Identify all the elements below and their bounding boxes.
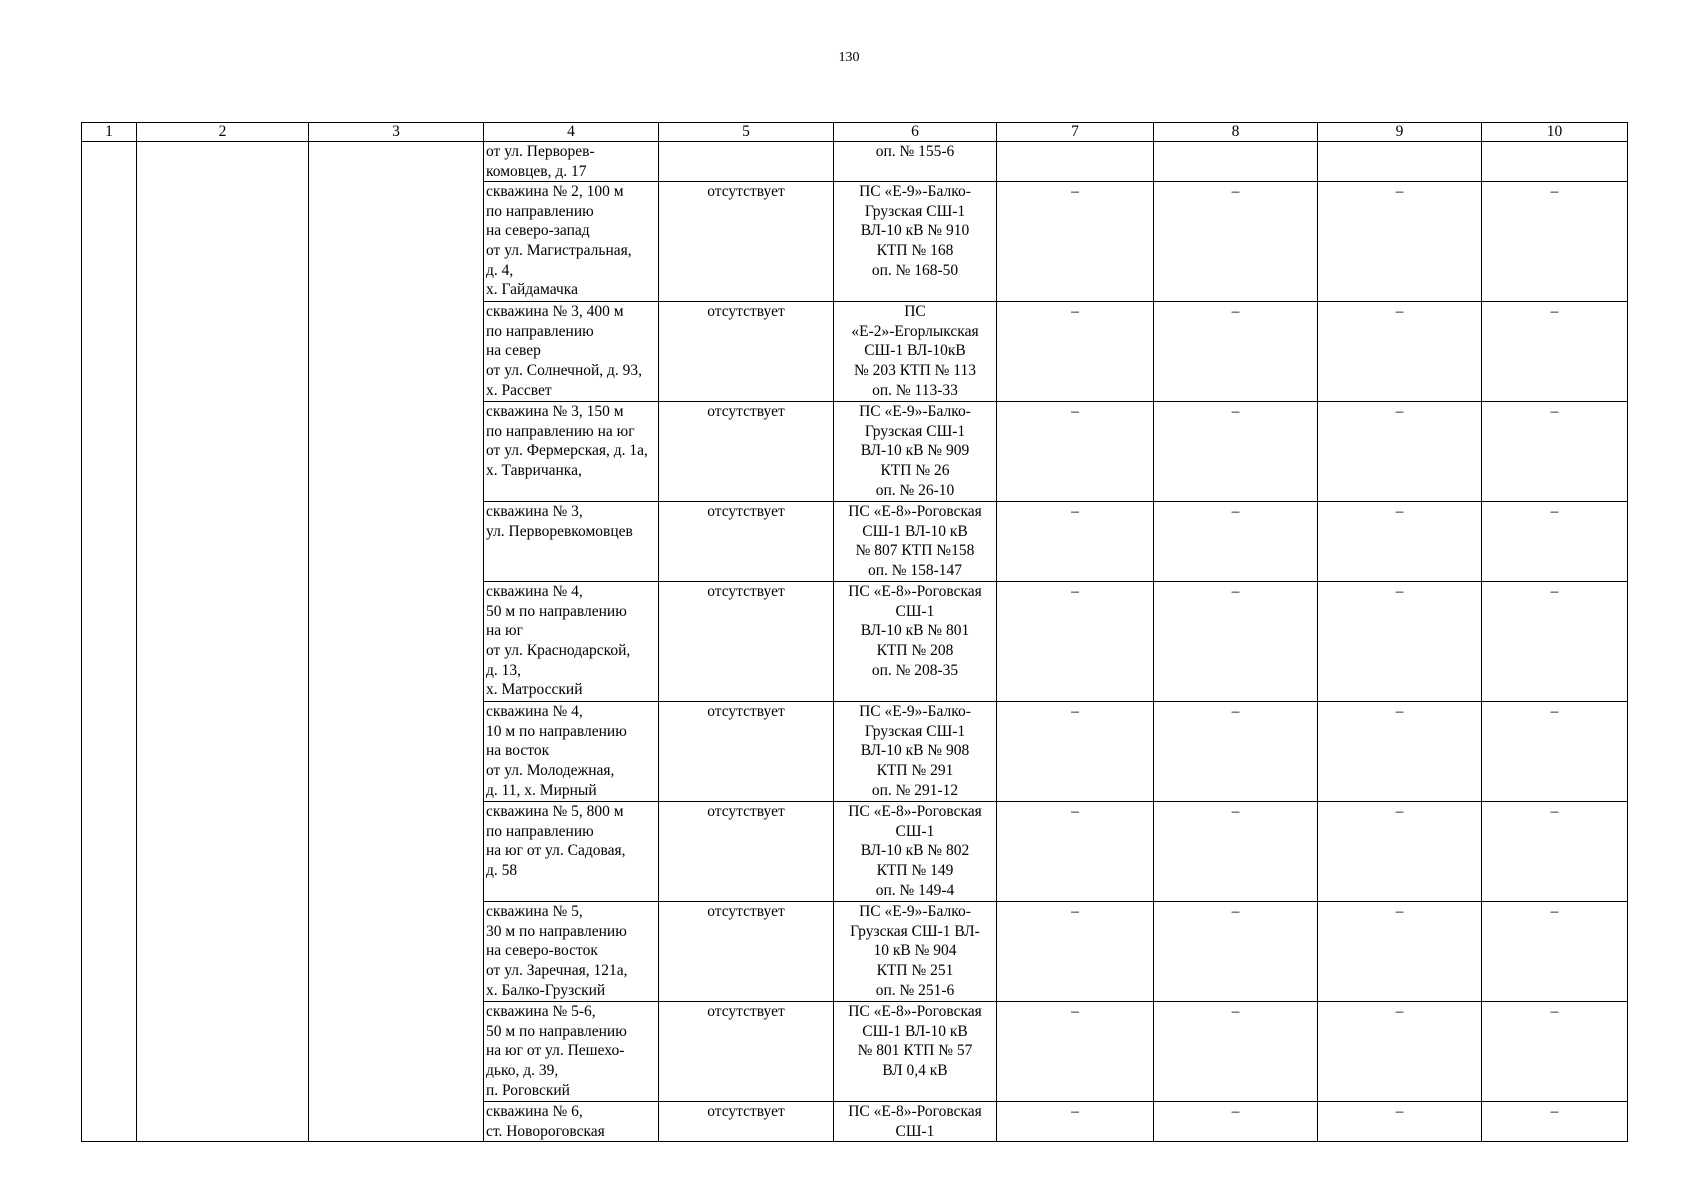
column-header: 4 <box>484 123 659 142</box>
column-7-value: – <box>997 702 1154 802</box>
column-header: 8 <box>1154 123 1318 142</box>
power-supply: ПС «Е-9»-Балко- Грузская СШ-1 ВЛ-10 кВ № 910 КТП № 168 оп. № 168-50 <box>834 182 997 302</box>
power-supply: ПС «Е-9»-Балко- Грузская СШ-1 ВЛ- 10 кВ № 904 КТП № 251 оп. № 251-6 <box>834 902 997 1002</box>
column-header: 10 <box>1482 123 1628 142</box>
column-7-value: – <box>997 1002 1154 1102</box>
column-9-value: – <box>1318 302 1482 402</box>
equipment-status <box>659 142 834 182</box>
column-8-value: – <box>1154 402 1318 502</box>
wells-table <box>81 122 1628 1142</box>
column-8-value: – <box>1154 902 1318 1002</box>
power-supply: ПС «Е-9»-Балко- Грузская СШ-1 ВЛ-10 кВ № 908 КТП № 291 оп. № 291-12 <box>834 702 997 802</box>
page-number: 130 <box>838 50 860 65</box>
power-supply: ПС «Е-2»-Егорлыкская СШ-1 ВЛ-10кВ № 203 КТП № 113 оп. № 113-33 <box>834 302 997 402</box>
column-9-value: – <box>1318 1102 1482 1142</box>
column-header: 7 <box>997 123 1154 142</box>
well-location: скважина № 4, 50 м по направлению на юг от ул. Краснодарской, д. 13, х. Матросский <box>484 582 659 702</box>
power-supply: ПС «Е-8»-Роговская СШ-1 <box>834 1102 997 1142</box>
column-7-value: – <box>997 1102 1154 1142</box>
well-location: скважина № 3, 400 м по направлению на север от ул. Солнечной, д. 93, х. Рассвет <box>484 302 659 402</box>
column-9-value: – <box>1318 1002 1482 1102</box>
column-8-value: – <box>1154 702 1318 802</box>
equipment-status: отсутствует <box>659 182 834 302</box>
column-9-value: – <box>1318 802 1482 902</box>
column-10-value: – <box>1482 902 1628 1002</box>
column-header: 6 <box>834 123 997 142</box>
equipment-status: отсутствует <box>659 302 834 402</box>
equipment-status: отсутствует <box>659 902 834 1002</box>
column-header: 3 <box>309 123 484 142</box>
column-7-value: – <box>997 802 1154 902</box>
column-10-value: – <box>1482 1102 1628 1142</box>
column-7-value: – <box>997 502 1154 582</box>
column-9-value <box>1318 142 1482 182</box>
column-7-value: – <box>997 302 1154 402</box>
column-9-value: – <box>1318 402 1482 502</box>
column-10-value: – <box>1482 302 1628 402</box>
column-number-row <box>82 123 1628 142</box>
well-location: скважина № 3, 150 м по направлению на юг от ул. Фермерская, д. 1а, х. Тавричанка, <box>484 402 659 502</box>
column-10-value: – <box>1482 402 1628 502</box>
column-9-value: – <box>1318 902 1482 1002</box>
power-supply: ПС «Е-8»-Роговская СШ-1 ВЛ-10 кВ № 801 КТП № 57 ВЛ 0,4 кВ <box>834 1002 997 1102</box>
column-7-value: – <box>997 182 1154 302</box>
equipment-status: отсутствует <box>659 502 834 582</box>
column-8-value: – <box>1154 302 1318 402</box>
column-7-value: – <box>997 582 1154 702</box>
equipment-status: отсутствует <box>659 802 834 902</box>
equipment-status: отсутствует <box>659 1102 834 1142</box>
column-header: 1 <box>82 123 137 142</box>
column-8-value: – <box>1154 1002 1318 1102</box>
column-9-value: – <box>1318 182 1482 302</box>
column-8-value: – <box>1154 802 1318 902</box>
power-supply: ПС «Е-8»-Роговская СШ-1 ВЛ-10 кВ № 807 КТП №158 оп. № 158-147 <box>834 502 997 582</box>
column-9-value: – <box>1318 702 1482 802</box>
column-7-value: – <box>997 902 1154 1002</box>
column-3-merged-cell <box>309 142 484 1142</box>
column-8-value: – <box>1154 182 1318 302</box>
table-row <box>82 142 1628 182</box>
well-location: скважина № 5, 30 м по направлению на северо-восток от ул. Заречная, 121а, х. Балко-Грузский <box>484 902 659 1002</box>
column-10-value: – <box>1482 702 1628 802</box>
column-header: 9 <box>1318 123 1482 142</box>
column-10-value: – <box>1482 182 1628 302</box>
column-8-value: – <box>1154 1102 1318 1142</box>
power-supply: ПС «Е-8»-Роговская СШ-1 ВЛ-10 кВ № 802 КТП № 149 оп. № 149-4 <box>834 802 997 902</box>
column-1-merged-cell <box>82 142 137 1142</box>
equipment-status: отсутствует <box>659 702 834 802</box>
column-9-value: – <box>1318 502 1482 582</box>
column-header: 5 <box>659 123 834 142</box>
column-10-value <box>1482 142 1628 182</box>
column-9-value: – <box>1318 582 1482 702</box>
equipment-status: отсутствует <box>659 582 834 702</box>
column-8-value: – <box>1154 582 1318 702</box>
power-supply: оп. № 155-6 <box>834 142 997 182</box>
column-header: 2 <box>137 123 309 142</box>
power-supply: ПС «Е-9»-Балко- Грузская СШ-1 ВЛ-10 кВ № 909 КТП № 26 оп. № 26-10 <box>834 402 997 502</box>
well-location: скважина № 5-6, 50 м по направлению на юг от ул. Пешехо- дько, д. 39, п. Роговский <box>484 1002 659 1102</box>
well-location: скважина № 4, 10 м по направлению на восток от ул. Молодежная, д. 11, х. Мирный <box>484 702 659 802</box>
well-location: скважина № 6, ст. Новороговская <box>484 1102 659 1142</box>
column-10-value: – <box>1482 502 1628 582</box>
column-10-value: – <box>1482 802 1628 902</box>
column-2-merged-cell <box>137 142 309 1142</box>
column-10-value: – <box>1482 1002 1628 1102</box>
column-8-value <box>1154 142 1318 182</box>
column-7-value: – <box>997 402 1154 502</box>
column-7-value <box>997 142 1154 182</box>
column-10-value: – <box>1482 582 1628 702</box>
well-location: скважина № 3, ул. Перворевкомовцев <box>484 502 659 582</box>
equipment-status: отсутствует <box>659 1002 834 1102</box>
well-location: скважина № 2, 100 м по направлению на северо-запад от ул. Магистральная, д. 4, х. Гайдамачка <box>484 182 659 302</box>
power-supply: ПС «Е-8»-Роговская СШ-1 ВЛ-10 кВ № 801 КТП № 208 оп. № 208-35 <box>834 582 997 702</box>
column-8-value: – <box>1154 502 1318 582</box>
well-location: от ул. Перворев- комовцев, д. 17 <box>484 142 659 182</box>
well-location: скважина № 5, 800 м по направлению на юг от ул. Садовая, д. 58 <box>484 802 659 902</box>
equipment-status: отсутствует <box>659 402 834 502</box>
